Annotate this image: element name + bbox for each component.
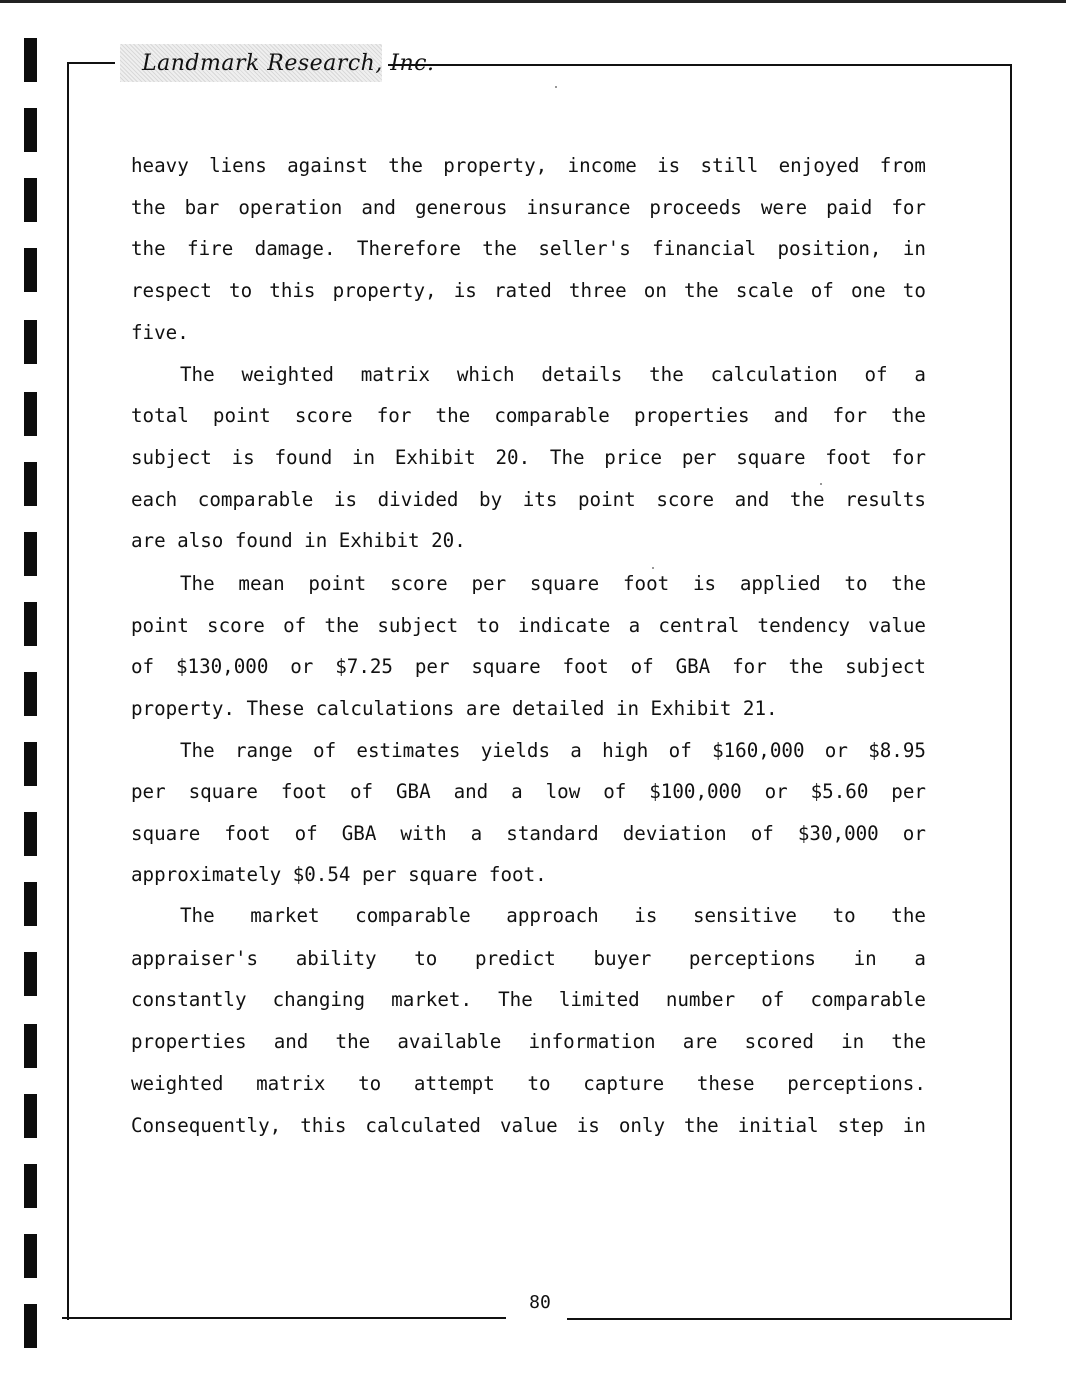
- binding-hole: [24, 1164, 37, 1208]
- frame-left: [67, 62, 69, 1320]
- text-line: The mean point score per square foot is applied to the: [180, 572, 926, 595]
- text-line: the bar operation and generous insurance proceeds were paid for: [131, 196, 926, 219]
- letterhead-text: Landmark Research, Inc.: [142, 50, 435, 76]
- binding-holes: [24, 30, 38, 1375]
- text-line: properties and the available information are scored in the: [131, 1030, 926, 1053]
- text-line: of $130,000 or $7.25 per square foot of GBA for the subject: [131, 655, 926, 678]
- binding-hole: [24, 392, 37, 436]
- scan-edge: [0, 0, 1066, 3]
- binding-hole: [24, 320, 37, 364]
- binding-hole: [24, 38, 37, 82]
- binding-hole: [24, 462, 37, 506]
- text-line: subject is found in Exhibit 20. The price per square foot for: [131, 446, 926, 469]
- text-line: The market comparable approach is sensitive to the: [180, 904, 926, 927]
- scan-speck: [555, 86, 557, 88]
- frame-right: [1010, 64, 1012, 1320]
- frame-top-right: [388, 64, 1012, 66]
- binding-hole: [24, 532, 37, 576]
- text-line: the fire damage. Therefore the seller's financial position, in: [131, 237, 926, 260]
- binding-hole: [24, 742, 37, 786]
- text-line: heavy liens against the property, income is still enjoyed from: [131, 154, 926, 177]
- text-line: weighted matrix to attempt to capture these perceptions.: [131, 1072, 926, 1095]
- binding-hole: [24, 952, 37, 996]
- frame-bottom-left: [62, 1317, 506, 1319]
- text-line: are also found in Exhibit 20.: [131, 529, 466, 552]
- binding-hole: [24, 178, 37, 222]
- binding-hole: [24, 1234, 37, 1278]
- text-line: respect to this property, is rated three on the scale of one to: [131, 279, 926, 302]
- text-line: approximately $0.54 per square foot.: [131, 863, 547, 886]
- text-line: five.: [131, 321, 189, 344]
- text-line: appraiser's ability to predict buyer perceptions in a: [131, 947, 926, 970]
- scan-speck: [652, 567, 654, 569]
- frame-top-left: [67, 62, 115, 64]
- text-line: each comparable is divided by its point score and the results: [131, 488, 926, 511]
- binding-hole: [24, 602, 37, 646]
- text-line: The range of estimates yields a high of $160,000 or $8.95: [180, 739, 926, 762]
- text-line: Consequently, this calculated value is only the initial step in: [131, 1114, 926, 1137]
- page-number: 80: [529, 1292, 551, 1313]
- binding-hole: [24, 1024, 37, 1068]
- binding-hole: [24, 882, 37, 926]
- letterhead-logo: [120, 44, 435, 82]
- binding-hole: [24, 672, 37, 716]
- binding-hole: [24, 248, 37, 292]
- binding-hole: [24, 108, 37, 152]
- scan-speck: [820, 483, 822, 485]
- frame-bottom-right: [567, 1318, 1011, 1320]
- text-line: square foot of GBA with a standard deviation of $30,000 or: [131, 822, 926, 845]
- text-line: The weighted matrix which details the calculation of a: [180, 363, 926, 386]
- text-line: property. These calculations are detailed in Exhibit 21.: [131, 697, 778, 720]
- text-line: per square foot of GBA and a low of $100,000 or $5.60 per: [131, 780, 926, 803]
- binding-hole: [24, 1304, 37, 1348]
- binding-hole: [24, 1094, 37, 1138]
- text-line: point score of the subject to indicate a central tendency value: [131, 614, 926, 637]
- text-line: constantly changing market. The limited number of comparable: [131, 988, 926, 1011]
- text-line: total point score for the comparable properties and for the: [131, 404, 926, 427]
- binding-hole: [24, 812, 37, 856]
